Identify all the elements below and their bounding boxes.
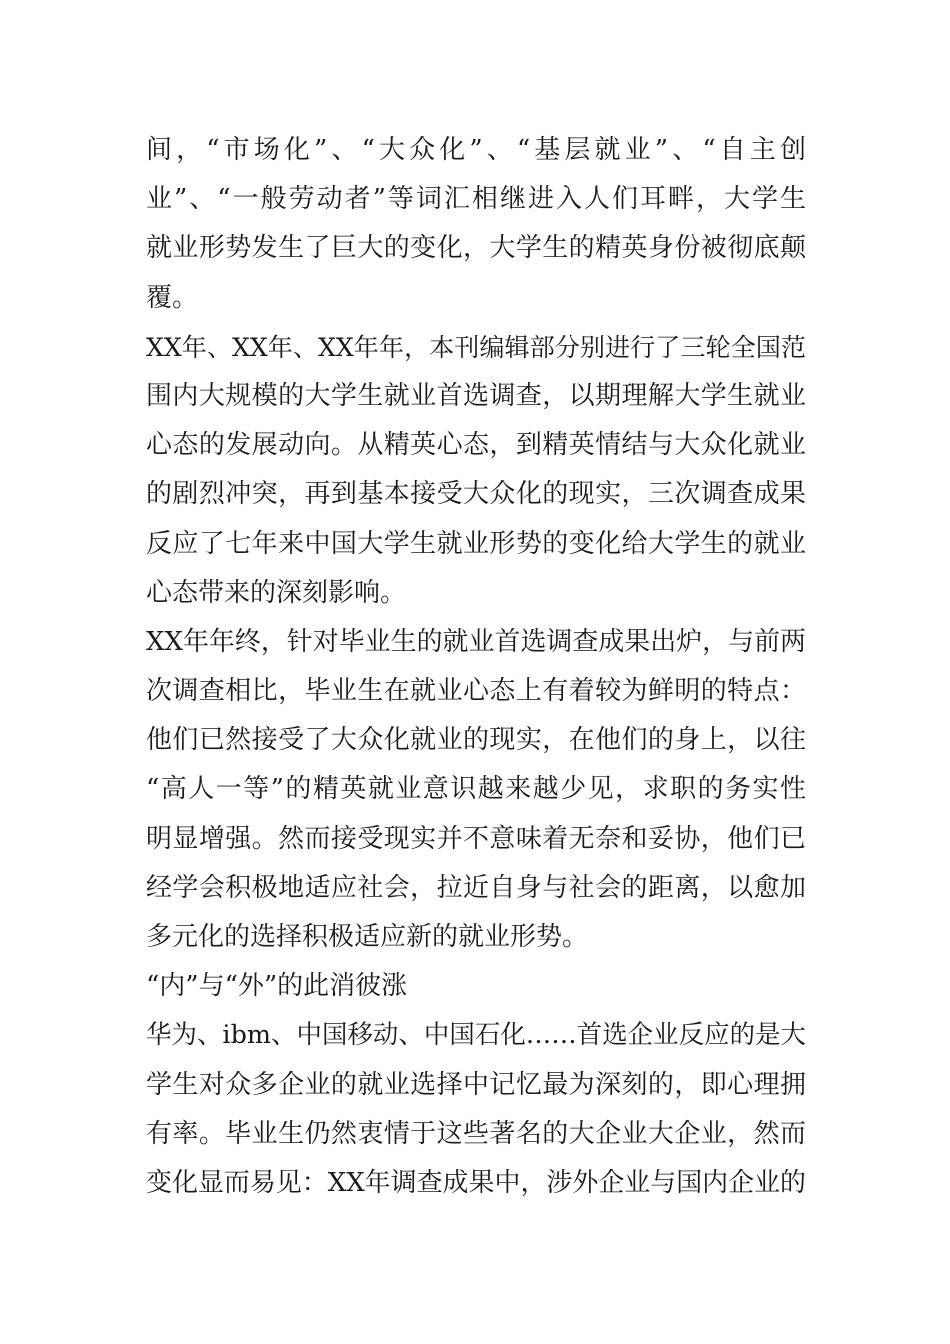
text-line: 他们已然接受了大众化就业的现实，在他们的身上，以往 (146, 725, 806, 756)
text-line: “高人一等”的精英就业意识越来越少见，求职的务实性 (146, 774, 806, 805)
text-line: XX年年终，针对毕业生的就业首选调查成果出炉，与前两 (146, 626, 806, 657)
text-line: 多元化的选择积极适应新的就业形势。 (146, 922, 589, 952)
body-text (146, 126, 806, 1208)
text-line: 覆。 (146, 282, 199, 313)
text-line: 有率。毕业生仍然衷情于这些著名的大企业大企业，然而 (146, 1118, 806, 1149)
text-line: 心态带来的深刻影响。 (146, 577, 407, 608)
text-line: 反应了七年来中国大学生就业形势的变化给大学生的就业 (146, 528, 806, 559)
text-line: 次调查相比，毕业生在就业心态上有着较为鲜明的特点： (146, 676, 806, 707)
text-line: 变化显而易见：XX年调查成果中，涉外企业与国内企业的 (146, 1167, 806, 1198)
text-line: 就业形势发生了巨大的变化，大学生的精英身份被彻底颠 (146, 233, 806, 264)
text-line: XX年、XX年、XX年年，本刊编辑部分别进行了三轮全国范 (146, 332, 806, 362)
text-line: 明显增强。然而接受现实并不意味着无奈和妥协，他们已 (146, 823, 806, 854)
text-line: 业”、“一般劳动者”等词汇相继进入人们耳畔，大学生 (146, 184, 806, 215)
text-line: 经学会积极地适应社会，拉近自身与社会的距离，以愈加 (146, 872, 806, 903)
text-line: 华为、ibm、中国移动、中国石化……首选企业反应的是大 (146, 1020, 806, 1051)
text-line: “内”与“外”的此消彼涨 (146, 971, 408, 1002)
text-line: 学生对众多企业的就业选择中记忆最为深刻的，即心理拥 (146, 1069, 806, 1100)
text-line: 间，“市场化”、“大众化”、“基层就业”、“自主创 (146, 135, 806, 165)
text-line: 的剧烈冲突，再到基本接受大众化的现实，三次调查成果 (146, 479, 806, 510)
text-line: 围内大规模的大学生就业首选调查，以期理解大学生就业 (146, 380, 806, 411)
text-line: 心态的发展动向。从精英心态，到精英情结与大众化就业 (146, 430, 806, 461)
